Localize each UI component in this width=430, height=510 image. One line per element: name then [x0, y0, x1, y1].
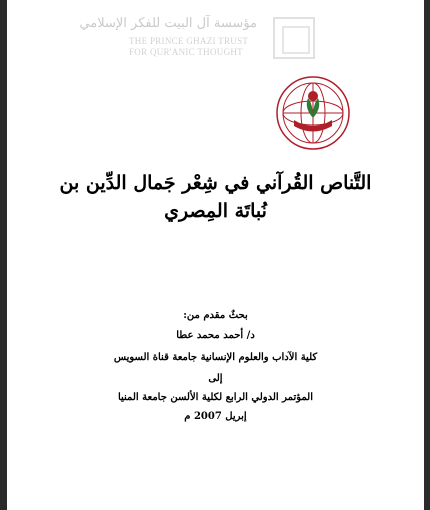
- conference-emblem-icon: [274, 74, 352, 152]
- author-affiliation: كلية الآداب والعلوم الإنسانية جامعة قناة السويس: [113, 352, 318, 363]
- watermark-english-line2: FOR QUR'ANIC THOUGHT: [129, 47, 243, 57]
- watermark-english-line1: THE PRINCE GHAZI TRUST: [129, 36, 249, 46]
- watermark-logo-icon: [273, 17, 315, 59]
- watermark-arabic-text: مؤسسة آل البيت للفكر الإسلامي: [79, 16, 257, 31]
- author-name: د/ أحمد محمد عطا: [176, 330, 255, 341]
- presentation-date: إبريل 2007 م: [184, 411, 247, 422]
- publisher-watermark: [79, 14, 315, 64]
- to-label: إلى: [208, 373, 223, 384]
- conference-name: المؤتمر الدولي الرابع لكلية الألسن جامعة المنيا: [117, 392, 314, 403]
- document-title-line2: نُباتَة المِصري: [164, 200, 267, 222]
- submitted-by-label: بحثٌ مقدم من:: [183, 310, 248, 321]
- document-page: [7, 0, 424, 510]
- document-title-line1: التَّناص القُرآني في شِعْر جَمال الدِّين بن: [59, 172, 372, 194]
